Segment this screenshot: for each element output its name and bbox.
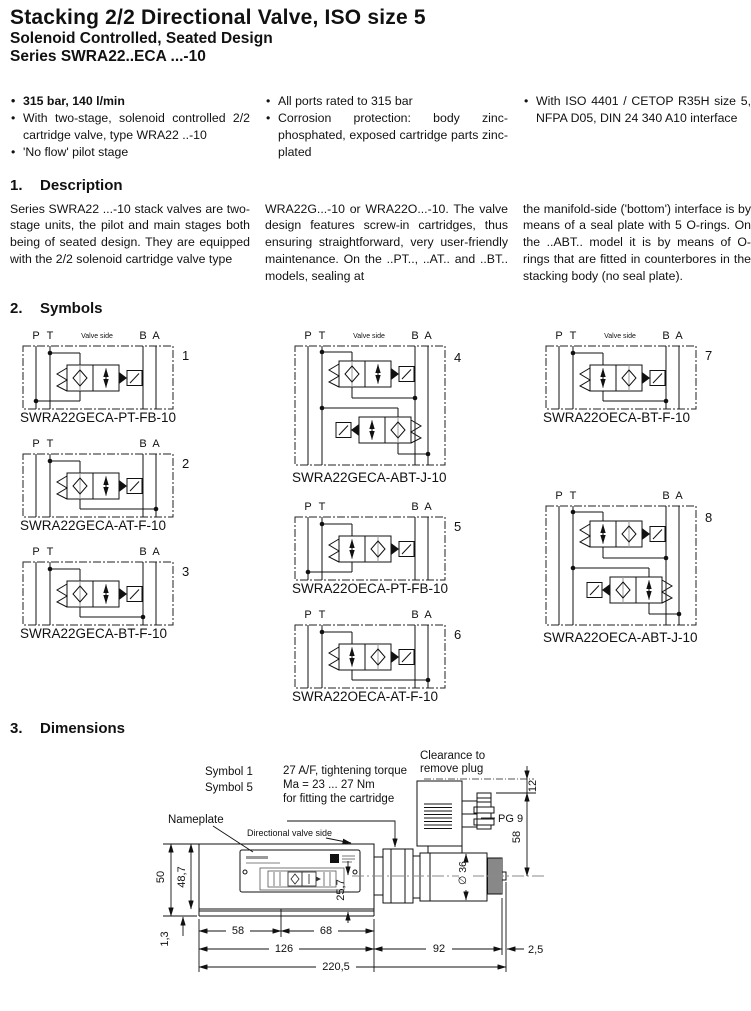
svg-text:A: A [424, 330, 432, 343]
symbol5-label: Symbol 5 [205, 782, 253, 795]
connector-hatch [424, 804, 452, 829]
valve-symbol-svg [10, 433, 210, 533]
valve-symbol-2 [10, 433, 210, 533]
feature-item: • 'No flow' pilot stage [10, 144, 250, 161]
valve-symbol-svg [10, 325, 210, 425]
dim-h68-value: 68 [319, 925, 333, 938]
clearance-label-line1: Clearance to [420, 750, 486, 763]
dim-25_7-value: 25,7 [335, 879, 347, 902]
svg-text:B: B [662, 330, 670, 343]
gland-label: PG 9 [498, 813, 524, 826]
svg-text:P: P [32, 330, 40, 343]
page-title: Stacking 2/2 Directional Valve, ISO size 5 [10, 6, 426, 29]
section-title: Dimensions [40, 720, 126, 738]
svg-text:T: T [46, 330, 54, 343]
nameplate-label: Nameplate [168, 814, 224, 827]
dim-1_3-value: 1,3 [159, 931, 171, 947]
svg-text:B: B [411, 609, 419, 622]
valve-symbol-svg [282, 604, 482, 704]
svg-text:3: 3 [182, 564, 190, 580]
dimension-drawing [0, 741, 741, 973]
symbols-column-3 [533, 325, 741, 704]
valve-body-outline [199, 844, 374, 909]
dim-58-value: 58 [511, 831, 523, 844]
dia36-value: ∅ 36 [457, 861, 469, 886]
svg-text:B: B [662, 490, 670, 503]
symbols-grid [10, 325, 741, 704]
description-text [10, 201, 751, 285]
svg-text:P: P [555, 490, 563, 503]
dim-h92-value: 92 [432, 943, 446, 956]
dim-h2_5-value: 2,5 [528, 944, 544, 957]
svg-text:B: B [139, 438, 147, 451]
svg-text:5: 5 [454, 519, 462, 535]
svg-text:B: B [139, 546, 147, 559]
section-number: 1. [10, 176, 23, 194]
svg-text:A: A [424, 501, 432, 514]
valve-symbol-1 [10, 325, 210, 425]
svg-text:B: B [139, 330, 147, 343]
valve-side-label: Directional valve side [247, 828, 333, 839]
symbol-caption: SWRA22OECA-ABT-J-10 [543, 630, 698, 646]
symbol-caption: SWRA22OECA-BT-F-10 [543, 410, 691, 426]
dim-h58-value: 58 [231, 925, 245, 938]
feature-item: • 315 bar, 140 l/min [10, 93, 250, 110]
svg-text:Valve side: Valve side [353, 333, 385, 341]
svg-text:T: T [569, 490, 577, 503]
svg-text:B: B [411, 501, 419, 514]
feature-item: • All ports rated to 315 bar [265, 93, 508, 110]
dim-12-value: 12 [527, 780, 539, 793]
valve-symbol-8 [533, 485, 733, 648]
svg-text:2: 2 [182, 456, 190, 472]
svg-text:P: P [555, 330, 563, 343]
svg-text:Valve side: Valve side [604, 333, 636, 341]
dim-50-value: 50 [155, 871, 167, 884]
svg-text:T: T [318, 609, 326, 622]
svg-text:P: P [304, 609, 312, 622]
section-description-heading [10, 177, 741, 194]
section-dimensions-heading [10, 720, 741, 737]
dim-48_7-value: 48,7 [176, 866, 188, 889]
page-subtitle-1: Solenoid Controlled, Seated Design [10, 29, 273, 47]
symbol1-label: Symbol 1 [205, 766, 253, 779]
feature-item: • With ISO 4401 / CETOP R35H size 5, NFPA D05, DIN 24 340 A10 interface [523, 93, 751, 127]
svg-text:1: 1 [182, 348, 190, 364]
symbols-column-1 [10, 325, 282, 704]
dim-h220_5-value: 220,5 [322, 961, 350, 974]
svg-text:P: P [304, 501, 312, 514]
section-title: Description [40, 176, 123, 194]
symbol-caption: SWRA22OECA-AT-F-10 [292, 689, 439, 705]
svg-text:A: A [424, 609, 432, 622]
svg-text:P: P [32, 438, 40, 451]
symbol-caption: SWRA22GECA-AT-F-10 [20, 518, 167, 534]
valve-symbol-svg [533, 485, 733, 648]
torque-note-line3: for fitting the cartridge [283, 793, 395, 806]
svg-text:P: P [304, 330, 312, 343]
clearance-label-line2: remove plug [420, 763, 484, 776]
description-col-3: the manifold-side ('bottom') interface is by means of a seal plate with 5 O-rings. On the ..ABT.. model it is by means of O-rings that are fitted in counterbores in the stacking body (no seal plate). [523, 201, 751, 283]
symbol-caption: SWRA22GECA-ABT-J-10 [292, 470, 447, 486]
symbol-caption: SWRA22GECA-PT-FB-10 [20, 410, 177, 426]
symbols-column-2 [282, 325, 533, 704]
valve-symbol-svg [282, 325, 482, 488]
valve-symbol-5 [282, 496, 482, 596]
feature-bullets [10, 93, 751, 160]
valve-symbol-3 [10, 541, 210, 641]
valve-symbol-svg [533, 325, 733, 425]
valve-symbol-svg [282, 496, 482, 596]
svg-text:A: A [675, 330, 683, 343]
svg-text:A: A [152, 546, 160, 559]
valve-symbol-6 [282, 604, 482, 704]
feature-col-1 [10, 93, 250, 160]
page-header [10, 6, 741, 67]
feature-col-2 [265, 93, 508, 160]
feature-item: • With two-stage, solenoid controlled 2/2 cartridge valve, type WRA22 ..-10 [10, 110, 250, 144]
svg-text:A: A [675, 490, 683, 503]
svg-text:P: P [32, 546, 40, 559]
svg-text:B: B [411, 330, 419, 343]
svg-text:Valve side: Valve side [81, 333, 113, 341]
section-number: 2. [10, 300, 23, 318]
svg-text:4: 4 [454, 350, 462, 366]
valve-symbol-svg [10, 541, 210, 641]
svg-text:A: A [152, 438, 160, 451]
section-number: 3. [10, 720, 23, 738]
svg-text:7: 7 [705, 348, 713, 364]
section-symbols-heading [10, 300, 741, 317]
valve-symbol-7 [533, 325, 733, 425]
feature-item: • Corrosion protection: body zinc-phosphated, exposed cartridge parts zinc-plated [265, 110, 508, 161]
valve-side-leader [326, 838, 351, 843]
svg-text:6: 6 [454, 627, 462, 643]
feature-col-3 [523, 93, 751, 160]
connector-plug [417, 781, 494, 853]
svg-text:8: 8 [705, 510, 713, 526]
page-subtitle-2: Series SWRA22..ECA ...-10 [10, 48, 206, 66]
svg-text:T: T [318, 501, 326, 514]
torque-note-line2: Ma = 23 ... 27 Nm [283, 779, 375, 792]
svg-text:T: T [46, 438, 54, 451]
gland-screw [477, 793, 491, 807]
description-col-2: WRA22G...-10 or WRA22O...-10. The valve design features screw-in cartridges, thus ensuring straightforward, very user-friendly maintenance. On the ..PT.., ..AT.. and ..BT.. models, sealing at [265, 201, 508, 283]
svg-text:A: A [152, 330, 160, 343]
dim-h126-value: 126 [274, 943, 294, 956]
symbol-caption: SWRA22OECA-PT-FB-10 [292, 581, 449, 597]
description-col-1: Series SWRA22 ...-10 stack valves are two-stage units, the pilot and main stages both being of seated design. They are equipped with the 2/2 solenoid cartridge valve type [10, 201, 250, 266]
section-title: Symbols [40, 300, 103, 318]
symbol-caption: SWRA22GECA-BT-F-10 [20, 626, 168, 642]
valve-symbol-4 [282, 325, 482, 488]
torque-note-line1: 27 A/F, tightening torque [283, 765, 408, 778]
svg-text:T: T [569, 330, 577, 343]
svg-text:T: T [46, 546, 54, 559]
svg-text:T: T [318, 330, 326, 343]
